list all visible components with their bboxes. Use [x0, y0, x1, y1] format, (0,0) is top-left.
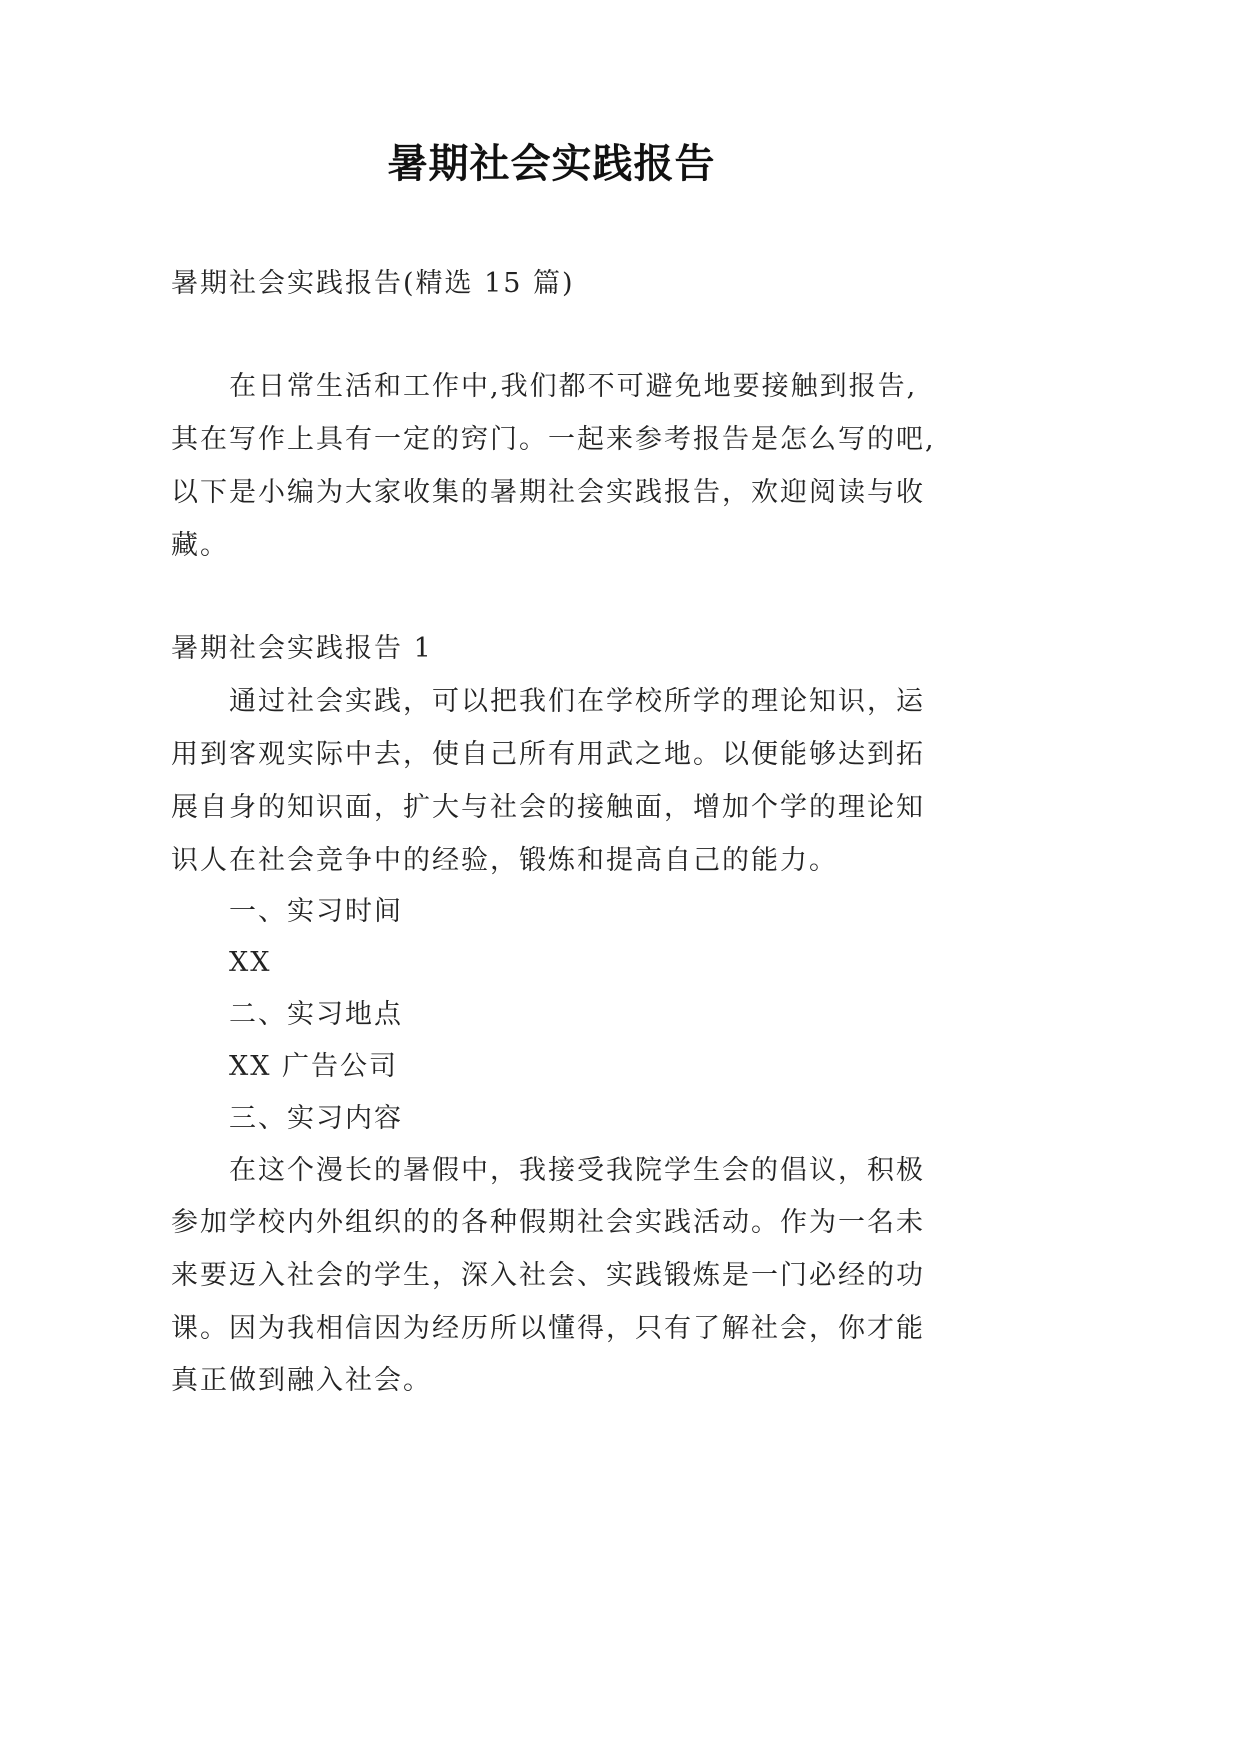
- paragraph-1-line-3: 展自身的知识面，扩大与社会的接触面，增加个学的理论知: [171, 792, 925, 823]
- item-2-label: 二、实习地点: [229, 999, 403, 1030]
- paragraph-2-line-4: 课。因为我相信因为经历所以懂得，只有了解社会，你才能: [171, 1313, 925, 1344]
- item-2-value: XX 广告公司: [229, 1051, 399, 1082]
- document-title: 暑期社会实践报告: [387, 141, 716, 187]
- intro-line-4: 藏。: [171, 530, 229, 561]
- intro-line-3: 以下是小编为大家收集的暑期社会实践报告，欢迎阅读与收: [171, 477, 925, 508]
- paragraph-2-line-3: 来要迈入社会的学生，深入社会、实践锻炼是一门必经的功: [171, 1260, 925, 1291]
- document-subtitle: 暑期社会实践报告(精选 15 篇): [171, 268, 575, 299]
- item-1-label: 一、实习时间: [229, 896, 403, 927]
- intro-line-2: 其在写作上具有一定的窍门。一起来参考报告是怎么写的吧,: [171, 424, 936, 455]
- paragraph-1-line-1: 通过社会实践，可以把我们在学校所学的理论知识，运: [229, 686, 925, 717]
- paragraph-2-line-2: 参加学校内外组织的的各种假期社会实践活动。作为一名未: [171, 1207, 925, 1238]
- paragraph-1-line-4: 识人在社会竞争中的经验，锻炼和提高自己的能力。: [171, 845, 838, 876]
- intro-line-1: 在日常生活和工作中,我们都不可避免地要接触到报告,: [229, 371, 918, 402]
- paragraph-1-line-2: 用到客观实际中去，使自己所有用武之地。以便能够达到拓: [171, 739, 925, 770]
- item-1-value: XX: [229, 947, 272, 978]
- item-3-label: 三、实习内容: [229, 1103, 403, 1134]
- section-heading-1: 暑期社会实践报告 1: [171, 633, 433, 664]
- paragraph-2-line-5: 真正做到融入社会。: [171, 1365, 432, 1396]
- paragraph-2-line-1: 在这个漫长的暑假中，我接受我院学生会的倡议，积极: [229, 1155, 925, 1186]
